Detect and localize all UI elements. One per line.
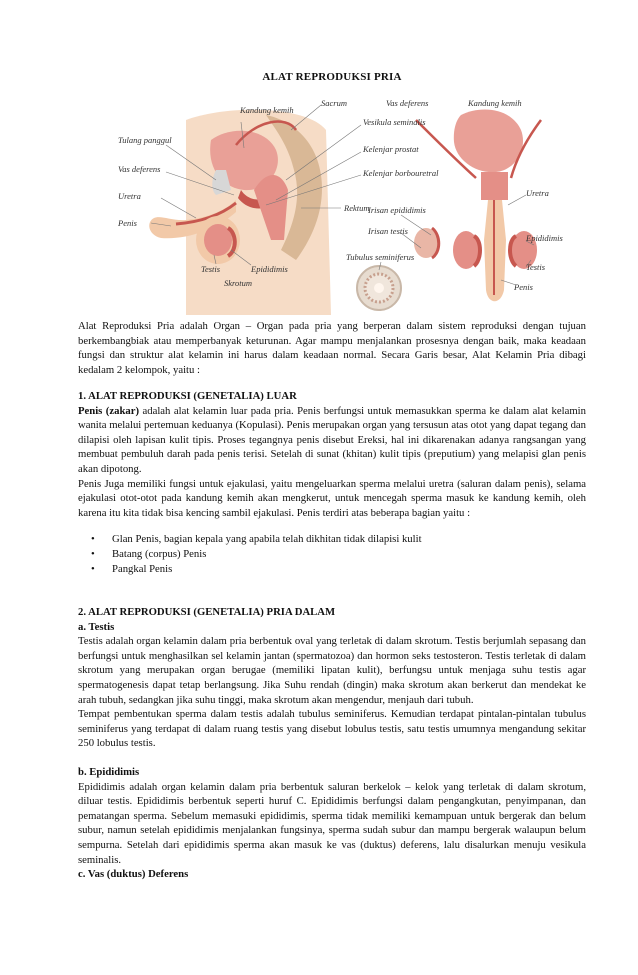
list-item (78, 547, 586, 562)
label-vesikula-seminalis: Vesikula seminalis (363, 117, 426, 127)
label-vas-deferens-left: Vas deferens (118, 164, 161, 174)
label-kelenjar-prostat: Kelenjar prostat (363, 144, 419, 154)
label-rektum: Rektum (344, 203, 370, 213)
bullet-icon: • (91, 547, 95, 560)
section-genetalia-dalam (78, 605, 586, 882)
label-kandung-kemih-right: Kandung kemih (468, 98, 522, 108)
section1-heading: 1. ALAT REPRODUKSI (GENETALIA) LUAR (78, 390, 297, 402)
testis-paragraph-2: Tempat pembentukan sperma dalam testis adalah tubulus seminiferus. Kemudian terdapat pintalan-pintalan tubulus seminiferus yang terdapat di dalam ruang testis yang disebut lobulus testis, satu testis umumnya mengandung sekitar 250 lobulus testis. (78, 708, 586, 750)
label-text: Kandung kemih (240, 105, 294, 115)
reproductive-anatomy-figure (116, 98, 563, 315)
label-testis-right: Testis (526, 262, 546, 272)
list-item-text: Glan Penis, bagian kepala yang apabila telah dikhitan tidak dilapisi kulit (112, 533, 422, 546)
list-item (78, 532, 586, 547)
penis-ejaculation-paragraph: Penis Juga memiliki fungsi untuk ejakulasi, yaitu mengeluarkan sperma melalui uretra (saluran dalam penis), selama ejakulasi otot-otot pada kandung kemih akan mengkerut, untuk mencegah sperma masuk ke kandung kemih, oleh karena itu kita tidak bisa kencing sambil ejakulasi. Penis terdiri atas beberapa bagian yaitu : (78, 477, 586, 519)
penis-paragraph (78, 404, 586, 477)
section-genetalia-luar (78, 389, 586, 576)
label-sacrum: Sacrum (321, 98, 347, 108)
label-irisan-testis: Irisan testis (368, 226, 408, 236)
label-skrotum: Skrotum (224, 278, 253, 288)
tubulus-cross-section (357, 266, 401, 310)
intro-paragraph (78, 319, 586, 377)
epididimis-heading: b. Epididimis (78, 765, 140, 778)
bullet-icon: • (91, 562, 95, 575)
label-penis-right: Penis (514, 282, 533, 292)
frontal-view-illustration (414, 110, 541, 302)
label-epididimis-left: Epididimis (251, 264, 288, 274)
label-uretra-right: Uretra (526, 188, 549, 198)
label-vas-deferens-top: Vas deferens (386, 98, 429, 108)
penis-term: Penis (zakar) (78, 404, 140, 417)
label-testis-left: Testis (201, 264, 221, 274)
testis-paragraph: Testis adalah organ kelamin dalam pria berbentuk oval yang terletak di dalam skrotum. Testis berjumlah sepasang dan berfungsi untuk menghasilkan sel kelamin jantan (spermatozoa) dan hormon seks testosteron. Testis terletak di dalam skrotum yang merupakan organ berugae (memiliki lipatan kulit), berfungsu untuk menjaga suhu testis agar spermatogenesis dapat tetap berlangsung. Jika Suhu rendah (dingin) maka skrotum akan berkerut dan mendekat ke arah tubuh, sedangkan jika suhu tinggi, maka skrotum akan mengendur, menjauh dari tubuh. (78, 635, 586, 706)
page-title: ALAT REPRODUKSI PRIA (262, 71, 402, 83)
section2-heading: 2. ALAT REPRODUKSI (GENETALIA) PRIA DALAM (78, 606, 336, 618)
penis-description: adalah alat kelamin luar pada pria. Penis berfungsi untuk memasukkan sperma ke dalam alat kelamin wanita melalui pertemuan keduanya (Kopulasi). Penis merupakan organ yang tersusun atas otot yang dapat tegang dan dilapisi oleh lapisan kulit tipis. Proses tegangnya penis disebut Ereksi, hal ini dikarenakan adanya rangsangan yang membuat pembuluh darah pada penis terisi. Setelah di sunat (khitan) kulit tipis (preputium) yang melapisi glan penis akan dipotong. (78, 404, 586, 475)
label-epididimis-right: Epididimis (526, 233, 563, 243)
intro-text: Alat Reproduksi Pria adalah Organ – Organ pada pria yang berperan dalam sistem reproduksi dengan tujuan berkembangbiak atau memperbanyak keturunan. Agar mampu menjalankan prosesnya dengan baik, maka keadaan fungsi dan struktur alat kelamin ini harus dalam keadaan normal. Secara Garis besar, Alat Kelamin Pria dibagi kedalam 2 kelompok, yaitu : (78, 320, 586, 376)
label-tubulus-seminiferus: Tubulus seminiferus (346, 252, 415, 262)
list-item-text: Batang (corpus) Penis (112, 547, 207, 560)
vas-deferens-heading: c. Vas (duktus) Deferens (78, 868, 189, 881)
list-item-text: Pangkal Penis (112, 562, 173, 575)
label-irisan-epididimis: Irisan epididimis (368, 205, 426, 215)
bullet-icon: • (91, 533, 95, 546)
label-penis-left: Penis (118, 218, 137, 228)
label-uretra-left: Uretra (118, 191, 141, 201)
list-item (78, 562, 586, 577)
epididimis-paragraph: Epididimis adalah organ kelamin dalam pria berbentuk saluran berkelok – kelok yang terletak di dalam skrotum, diluar testis. Epididimis berbentuk seperti huruf C. Epididimis berfungsi dalam pengangkutan, penyimpanan, dan pematangan sperma. Sebelum memasuki epididimis, sperma tidak memiliki kemampuan untuk bergerak dan belum subur, namun setelah epididimis menjalankan fungsinya, sperma sudah subur dan mampu bergerak walaupun belum sempurna. Setelah dari epididimis sperma akan masuk ke vas (duktus) deferens, lalu disalurkan menuju vesikula seminalis. (78, 780, 586, 866)
label-kelenjar-borbouretral: Kelenjar borbouretral (363, 168, 439, 178)
label-kandung-kemih-left (239, 105, 294, 115)
testis-heading: a. Testis (78, 620, 115, 633)
label-tulang-panggul: Tulang panggul (118, 135, 172, 145)
penis-parts-list (78, 532, 586, 576)
